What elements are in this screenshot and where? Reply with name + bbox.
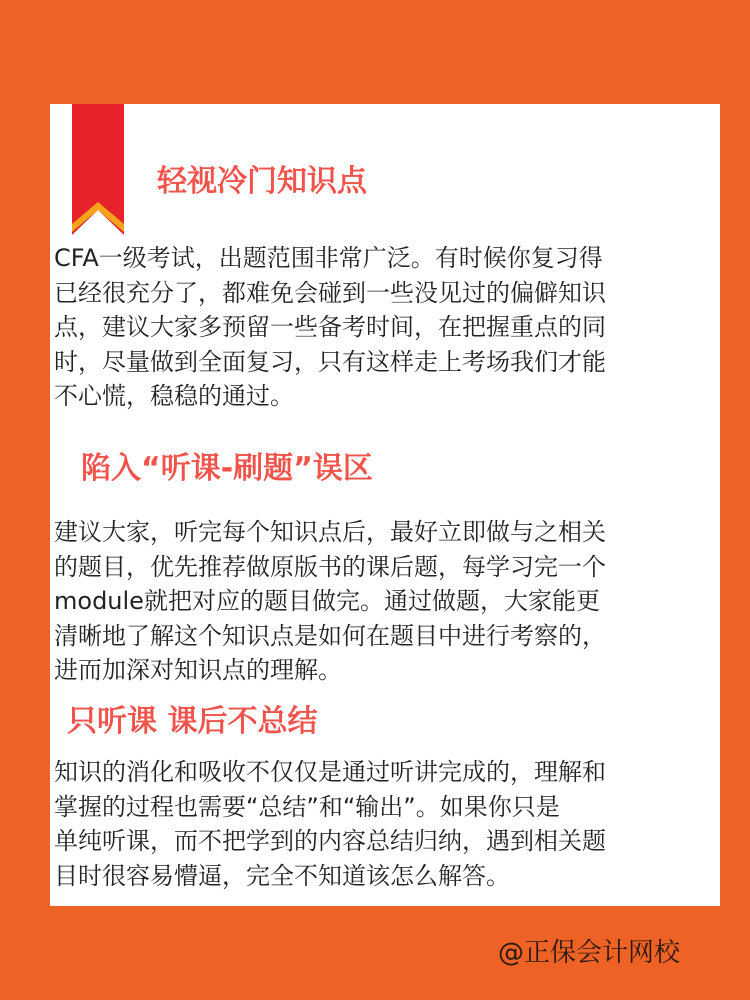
text-line: 时，尽量做到全面复习，只有这样走上考场我们才能 xyxy=(54,347,606,376)
text-line: 单纯听课，而不把学到的内容总结归纳，遇到相关题 xyxy=(54,827,606,856)
text-line: 建议大家，听完每个知识点后，最好立即做与之相关 xyxy=(54,518,606,546)
bookmark-ribbon-icon xyxy=(72,104,124,240)
text-line: 的题目，优先推荐做原版书的课后题，每学习完一个 xyxy=(54,552,606,581)
section-body-1 xyxy=(54,241,716,414)
text-line: 已经很充分了，都难免会碰到一些没见过的偏僻知识 xyxy=(54,278,606,307)
text-line: 进而加深对知识点的理解。 xyxy=(54,656,342,685)
section-heading-2: 陷入“听课-刷题”误区 xyxy=(81,451,373,486)
text-line: 掌握的过程也需要“总结”和“输出”。如果你只是 xyxy=(54,792,560,821)
text-line: 知识的消化和吸收不仅仅是通过听讲完成的，理解和 xyxy=(54,758,606,786)
text-line: 不心慌，稳稳的通过。 xyxy=(54,382,294,411)
section-heading-3: 只听课 课后不总结 xyxy=(67,704,318,739)
text-line: module就把对应的题目做完。通过做题，大家能更 xyxy=(54,587,600,616)
text-line: 点，建议大家多预留一些备考时间，在把握重点的同 xyxy=(54,313,606,342)
section-heading-1: 轻视冷门知识点 xyxy=(157,164,367,199)
text-line: 目时很容易懵逼，完全不知道该怎么解答。 xyxy=(54,861,510,890)
text-line: 清晰地了解这个知识点是如何在题目中进行考察的， xyxy=(54,621,606,650)
section-body-2 xyxy=(54,515,716,688)
content-card xyxy=(50,104,720,906)
section-body-3 xyxy=(54,755,716,893)
text-line: CFA一级考试，出题范围非常广泛。有时候你复习得 xyxy=(54,244,603,272)
brand-watermark: @正保会计网校 xyxy=(498,938,681,968)
